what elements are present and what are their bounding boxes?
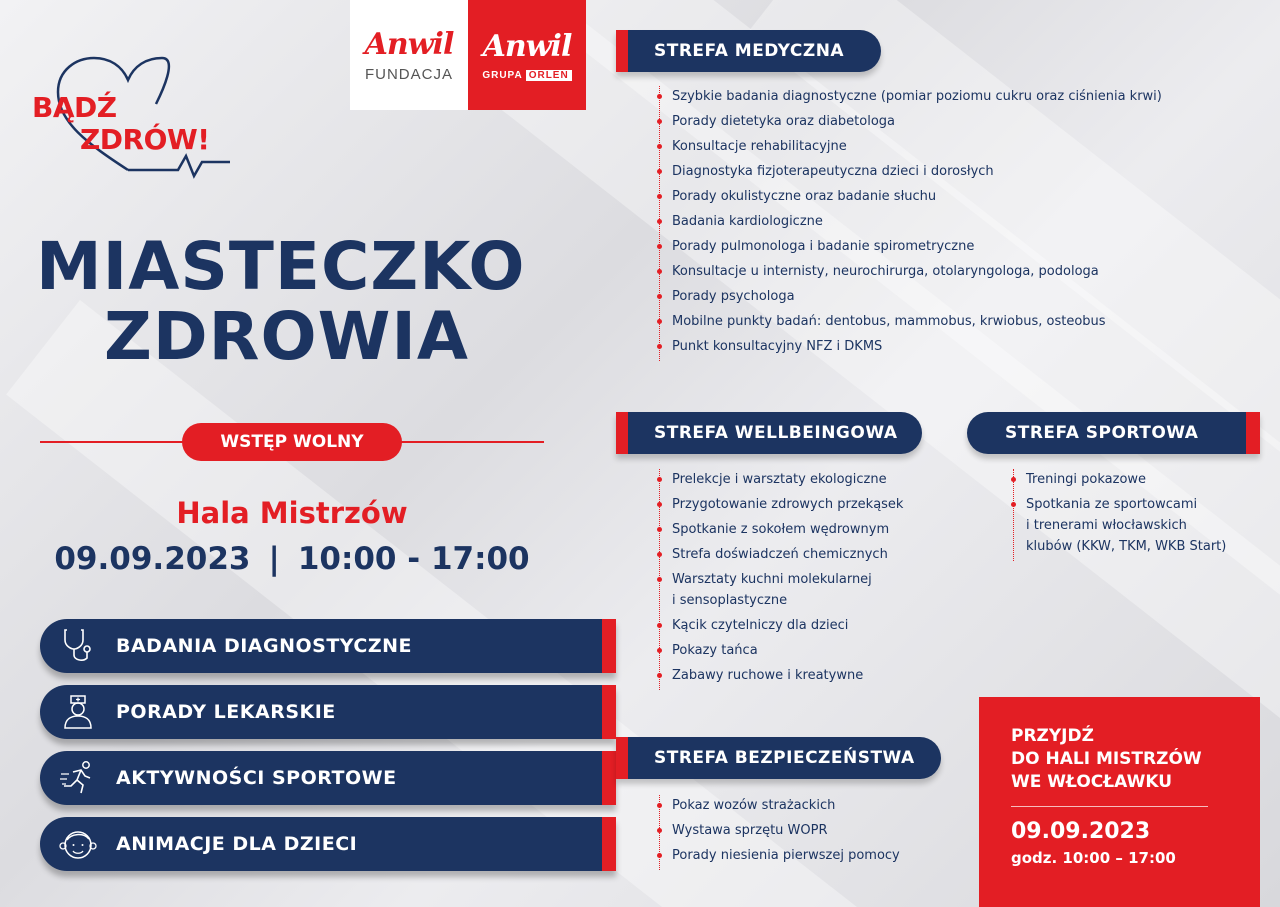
list-item: Pokazy tańca: [657, 640, 903, 661]
list-item-line-2: i trenerami włocławskich: [1026, 518, 1187, 533]
zone-title: STREFA BEZPIECZEŃSTWA: [654, 748, 915, 768]
list-item: [1011, 494, 1226, 557]
feature-label: BADANIA DIAGNOSTYCZNE: [116, 635, 412, 657]
zone-wellbeing-header: [616, 412, 922, 454]
cta-title: [1011, 725, 1230, 794]
slogan-line-1: BĄDŹ: [32, 91, 117, 124]
cta-line-1: PRZYJDŹ: [1011, 726, 1094, 746]
zone-sport-list: [1011, 469, 1226, 561]
list-item: Porady psychologa: [657, 286, 1162, 307]
foundation-brand-sub: FUNDACJA: [364, 66, 453, 83]
zone-title: STREFA WELLBEINGOWA: [654, 423, 898, 443]
zone-sport-header: [967, 412, 1260, 454]
event-datetime: [40, 541, 544, 577]
venue-name: Hala Mistrzów: [176, 496, 408, 530]
list-item: Porady niesienia pierwszej pomocy: [657, 845, 900, 866]
list-item: Porady okulistyczne oraz badanie słuchu: [657, 186, 1162, 207]
free-entry-badge: WSTĘP WOLNY: [182, 423, 402, 461]
zone-medical-list: [657, 86, 1162, 361]
cta-date: 09.09.2023: [1011, 819, 1151, 844]
list-item: Pokaz wozów strażackich: [657, 795, 900, 816]
date-separator: |: [268, 541, 280, 577]
list-item: Zabawy ruchowe i kreatywne: [657, 665, 903, 686]
anwil-group-logo: [468, 0, 586, 110]
group-brand-sub: [482, 70, 571, 81]
zone-wellbeing-list: [657, 469, 903, 690]
feature-label: AKTYWNOŚCI SPORTOWE: [116, 767, 397, 789]
cta-divider: [1011, 806, 1208, 807]
title-line-1: MIASTECZKO: [36, 228, 526, 305]
list-item: Porady dietetyka oraz diabetologa: [657, 111, 1162, 132]
stethoscope-icon: [40, 619, 116, 673]
child-face-icon: [40, 817, 116, 871]
list-item: Mobilne punkty badań: dentobus, mammobus, krwiobus, osteobus: [657, 311, 1162, 332]
list-item: Punkt konsultacyjny NFZ i DKMS: [657, 336, 1162, 357]
list-item: Przygotowanie zdrowych przekąsek: [657, 494, 903, 515]
feature-label: ANIMACJE DLA DZIECI: [116, 833, 358, 855]
list-item: Szybkie badania diagnostyczne (pomiar poziomu cukru oraz ciśnienia krwi): [657, 86, 1162, 107]
zone-title: STREFA MEDYCZNA: [654, 41, 845, 61]
list-item: Konsultacje rehabilitacyjne: [657, 136, 1162, 157]
list-item: Prelekcje i warsztaty ekologiczne: [657, 469, 903, 490]
anwil-foundation-logo: [350, 0, 468, 110]
zone-safety-header: [616, 737, 941, 779]
event-date: 09.09.2023: [54, 541, 251, 577]
feature-diagnostics: [40, 619, 616, 673]
list-item-line-3: klubów (KKW, TKM, WKB Start): [1026, 539, 1227, 554]
list-item: Strefa doświadczeń chemicznych: [657, 544, 903, 565]
zone-medical-header: [616, 30, 881, 72]
title-line-2: ZDROWIA: [104, 298, 470, 375]
group-sub-brand: ORLEN: [526, 70, 572, 81]
campaign-slogan: [32, 92, 210, 156]
list-item: [657, 569, 903, 611]
list-item-line-2: i sensoplastyczne: [672, 593, 788, 608]
group-brand-name: Anwil: [482, 29, 572, 64]
campaign-logo: [28, 52, 238, 182]
cta-line-3: WE WŁOCŁAWKU: [1011, 772, 1173, 792]
zone-title: STREFA SPORTOWA: [1005, 423, 1199, 443]
group-sub-prefix: GRUPA: [482, 70, 523, 81]
page-title: [36, 228, 556, 375]
list-item: Konsultacje u internisty, neurochirurga, otolaryngologa, podologa: [657, 261, 1162, 282]
call-to-action-box: [979, 697, 1260, 907]
nurse-icon: [40, 685, 116, 739]
slogan-line-2: ZDRÓW!: [80, 123, 210, 156]
list-item: Wystawa sprzętu WOPR: [657, 820, 900, 841]
feature-medical-advice: [40, 685, 616, 739]
list-item: Spotkanie z sokołem wędrownym: [657, 519, 903, 540]
feature-sport-activities: [40, 751, 616, 805]
runner-icon: [40, 751, 116, 805]
feature-kids-animations: [40, 817, 616, 871]
list-item: Treningi pokazowe: [1011, 469, 1226, 490]
foundation-brand-name: Anwil: [364, 27, 454, 62]
event-time: 10:00 - 17:00: [297, 541, 530, 577]
cta-line-2: DO HALI MISTRZÓW: [1011, 749, 1202, 769]
list-item: Badania kardiologiczne: [657, 211, 1162, 232]
list-item: Porady pulmonologa i badanie spirometryczne: [657, 236, 1162, 257]
feature-label: PORADY LEKARSKIE: [116, 701, 336, 723]
zone-safety-list: [657, 795, 900, 870]
list-item-line-1: Spotkania ze sportowcami: [1026, 497, 1198, 512]
list-item: Kącik czytelniczy dla dzieci: [657, 615, 903, 636]
list-item-line-1: Warsztaty kuchni molekularnej: [672, 572, 872, 587]
cta-time: godz. 10:00 – 17:00: [1011, 849, 1176, 867]
list-item: Diagnostyka fizjoterapeutyczna dzieci i dorosłych: [657, 161, 1162, 182]
